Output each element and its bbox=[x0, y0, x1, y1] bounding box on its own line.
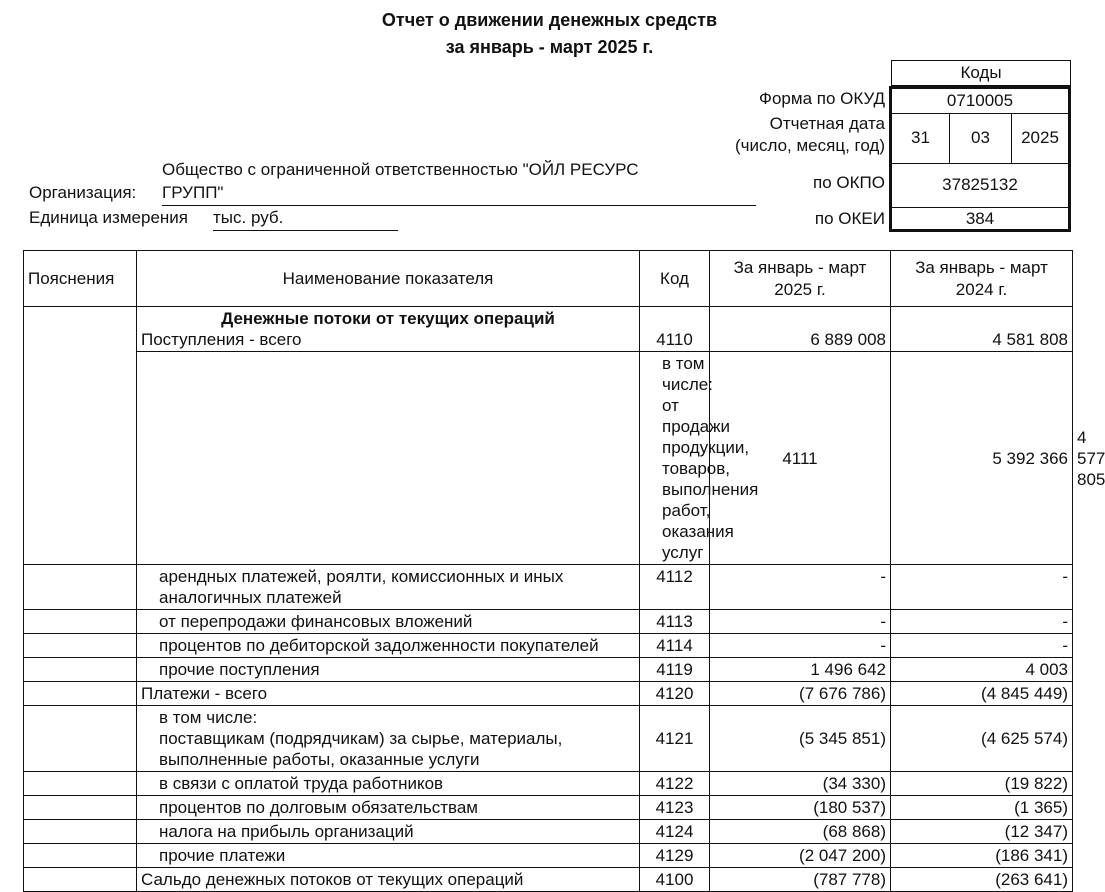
row-value-2025: 5 392 366 bbox=[891, 352, 1073, 565]
row-value-2024: 4 003 bbox=[891, 658, 1073, 682]
notes-cell bbox=[24, 868, 137, 892]
row-code: 4123 bbox=[640, 796, 710, 820]
report-date-cells bbox=[892, 114, 1068, 164]
row-value-2025: (787 778) bbox=[710, 868, 891, 892]
row-value-2025: (34 330) bbox=[710, 772, 891, 796]
notes-cell bbox=[24, 658, 137, 682]
row-code: 4121 bbox=[640, 706, 710, 772]
table-row bbox=[24, 658, 1073, 682]
row-name: Поступления - всего bbox=[141, 330, 302, 349]
notes-cell bbox=[24, 610, 137, 634]
table-row bbox=[24, 610, 1073, 634]
table-row bbox=[24, 682, 1073, 706]
header-col-2024-line1: За январь - март bbox=[915, 257, 1048, 277]
table-row bbox=[24, 634, 1073, 658]
notes-cell bbox=[137, 352, 640, 565]
table-row-total bbox=[24, 868, 1073, 892]
row-name-cell bbox=[137, 706, 640, 772]
row-name: налога на прибыль организаций bbox=[137, 820, 640, 844]
date-year: 2025 bbox=[1021, 128, 1059, 147]
row-code: 4112 bbox=[640, 565, 710, 610]
table-header-row bbox=[24, 251, 1073, 307]
notes-cell bbox=[24, 796, 137, 820]
okud-value: 0710005 bbox=[892, 89, 1068, 114]
row-value-2025: 1 496 642 bbox=[710, 658, 891, 682]
notes-cell bbox=[24, 565, 137, 610]
notes-cell bbox=[24, 820, 137, 844]
row-value-2025: (5 345 851) bbox=[710, 706, 891, 772]
notes-cell bbox=[24, 682, 137, 706]
row-value-2025: 6 889 008 bbox=[710, 307, 891, 352]
row-value-2024: (19 822) bbox=[891, 772, 1073, 796]
row-value-2025: (2 047 200) bbox=[710, 844, 891, 868]
notes-cell bbox=[24, 634, 137, 658]
row-name: в связи с оплатой труда работников bbox=[137, 772, 640, 796]
row-name: поставщикам (подрядчикам) за сырье, материалы, выполненные работы, оказанные услуги bbox=[159, 729, 563, 769]
row-code: 4111 bbox=[710, 352, 891, 565]
row-name: прочие платежи bbox=[137, 844, 640, 868]
row-name-cell bbox=[640, 352, 759, 565]
row-value-2025: (68 868) bbox=[710, 820, 891, 844]
date-month: 03 bbox=[950, 114, 1012, 163]
table-row bbox=[24, 844, 1073, 868]
row-code: 4113 bbox=[640, 610, 710, 634]
okpo-label: по ОКПО bbox=[813, 173, 885, 192]
row-value-2024: (12 347) bbox=[891, 820, 1073, 844]
okei-value: 384 bbox=[965, 209, 995, 228]
header-name: Наименование показателя bbox=[137, 251, 640, 307]
date-day: 31 bbox=[892, 114, 950, 163]
row-name: Платежи - всего bbox=[137, 682, 640, 706]
notes-cell bbox=[24, 772, 137, 796]
row-name: арендных платежей, роялти, комиссионных и иных аналогичных платежей bbox=[137, 565, 640, 610]
row-name: процентов по дебиторской задолженности покупателей bbox=[137, 634, 640, 658]
row-name: процентов по долговым обязательствам bbox=[137, 796, 640, 820]
table-row bbox=[24, 820, 1073, 844]
row-code: 4122 bbox=[640, 772, 710, 796]
row-value-2025: - bbox=[710, 634, 891, 658]
row-value-2024: - bbox=[891, 634, 1073, 658]
row-value-2024: (4 845 449) bbox=[891, 682, 1073, 706]
row-value-2025: (180 537) bbox=[710, 796, 891, 820]
in-that-label: в том числе: bbox=[159, 708, 258, 727]
unit-value: тыс. руб. bbox=[213, 208, 398, 231]
table-row bbox=[24, 772, 1073, 796]
org-name-line1: Общество с ограниченной ответственностью "ОЙЛ РЕСУРС bbox=[162, 160, 639, 179]
report-title: Отчет о движении денежных средств bbox=[381, 10, 718, 30]
report-period: за январь - март 2025 г. bbox=[445, 37, 654, 57]
row-value-2024: - bbox=[891, 565, 1073, 610]
row-value-2025: (7 676 786) bbox=[710, 682, 891, 706]
row-value-2024: - bbox=[891, 610, 1073, 634]
header-col-2025-line1: За январь - март bbox=[733, 257, 867, 277]
row-name: от перепродажи финансовых вложений bbox=[137, 610, 640, 634]
row-code: 4110 bbox=[640, 307, 710, 352]
row-value-2024: (186 341) bbox=[891, 844, 1073, 868]
row-value-2024: (4 625 574) bbox=[891, 706, 1073, 772]
header-notes: Пояснения bbox=[24, 251, 137, 307]
in-that-label: в том числе: bbox=[662, 354, 713, 394]
notes-cell bbox=[24, 706, 137, 772]
row-code: 4124 bbox=[640, 820, 710, 844]
notes-cell bbox=[24, 307, 137, 565]
section-title: Денежные потоки от текущих операций bbox=[221, 309, 555, 328]
row-value-2024: (263 641) bbox=[891, 868, 1073, 892]
table-row bbox=[24, 796, 1073, 820]
notes-cell bbox=[24, 844, 137, 868]
codes-box bbox=[889, 86, 1071, 232]
header-col-2024-line2: 2024 г. bbox=[955, 279, 1008, 299]
row-code: 4100 bbox=[640, 868, 710, 892]
okei-label: по ОКЕИ bbox=[814, 209, 885, 228]
row-code: 4129 bbox=[640, 844, 710, 868]
table-row: в том числе: от продажи продукции, товаров, выполнения работ, оказания услуг 4111 5 392 366 4 577 805 bbox=[24, 352, 1073, 565]
date-label-line1: Отчетная дата bbox=[769, 114, 885, 133]
section-title-cell bbox=[137, 307, 640, 352]
table-row bbox=[24, 706, 1073, 772]
table-row bbox=[24, 307, 1073, 352]
row-code: 4114 bbox=[640, 634, 710, 658]
date-label-line2: (число, месяц, год) bbox=[734, 136, 885, 155]
unit-label: Единица измерения bbox=[29, 208, 188, 227]
okud-label: Форма по ОКУД bbox=[759, 89, 885, 108]
row-name: от продажи продукции, товаров, выполнения работ, оказания услуг bbox=[662, 396, 759, 562]
header-col-2024 bbox=[891, 251, 1073, 307]
table-row bbox=[24, 565, 1073, 610]
row-value-2025: - bbox=[710, 610, 891, 634]
cash-flow-table bbox=[23, 250, 1105, 892]
row-code: 4119 bbox=[640, 658, 710, 682]
row-value-2025: - bbox=[710, 565, 891, 610]
row-name: Сальдо денежных потоков от текущих операций bbox=[137, 868, 640, 892]
header-code: Код bbox=[640, 251, 710, 307]
row-name: прочие поступления bbox=[137, 658, 640, 682]
org-name-line2: ГРУПП" bbox=[162, 183, 756, 206]
codes-heading: Коды bbox=[891, 60, 1071, 86]
row-value-2024: (1 365) bbox=[891, 796, 1073, 820]
row-code: 4120 bbox=[640, 682, 710, 706]
header-col-2025-line2: 2025 г. bbox=[774, 279, 826, 299]
org-label: Организация: bbox=[29, 183, 137, 202]
row-value-2024: 4 581 808 bbox=[891, 307, 1073, 352]
okpo-value: 37825132 bbox=[892, 164, 1068, 208]
header-col-2025 bbox=[710, 251, 891, 307]
